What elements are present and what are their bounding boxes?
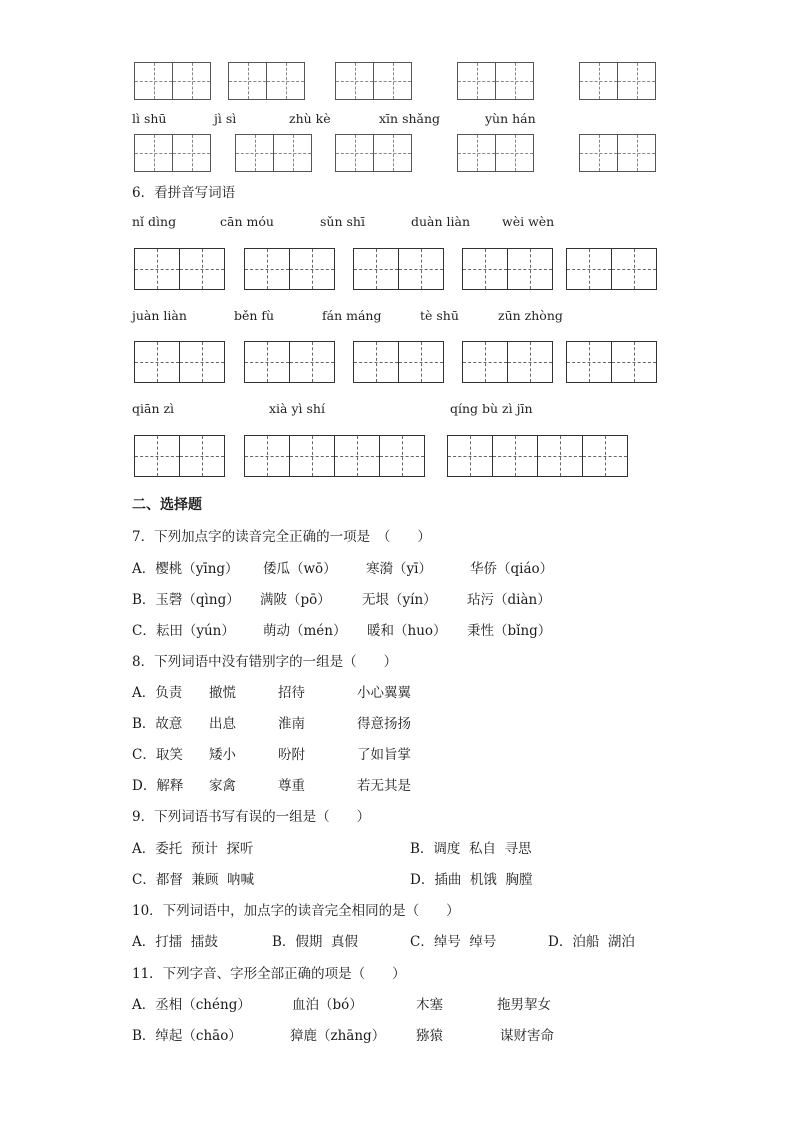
question-11-stem: 11．下列字音、字形全部正确的项是（ ） — [132, 966, 406, 982]
question-8-stem: 8．下列词语中没有错别字的一组是（ ） — [132, 654, 398, 670]
pinyin-label: lì shū — [132, 111, 167, 126]
pinyin-label: yùn hán — [485, 111, 536, 126]
option-item: 木塞 — [416, 997, 443, 1013]
pinyin-label: xīn shǎng — [379, 111, 441, 126]
writing-box[interactable] — [353, 341, 444, 383]
writing-box[interactable] — [235, 134, 312, 172]
q10-option-a[interactable]: A．打擂 擂鼓 — [132, 934, 218, 950]
writing-box[interactable] — [462, 248, 553, 290]
writing-box[interactable] — [457, 62, 534, 100]
pinyin-label: qíng bù zì jīn — [450, 401, 533, 416]
option-item: C．耘田（yún） — [132, 623, 235, 639]
pinyin-label: běn fù — [234, 308, 275, 323]
writing-box[interactable] — [335, 62, 412, 100]
option-item: 撤慌 — [209, 685, 236, 701]
option-item: 淮南 — [278, 716, 305, 732]
option-item: 招待 — [278, 685, 305, 701]
writing-box[interactable] — [244, 248, 335, 290]
writing-box[interactable] — [457, 134, 534, 172]
pinyin-label: juàn liàn — [132, 308, 187, 323]
q10-option-d[interactable]: D．泊船 湖泊 — [548, 934, 635, 950]
writing-box[interactable] — [134, 341, 225, 383]
option-item: 拖男挈女 — [497, 997, 551, 1013]
writing-box[interactable] — [134, 134, 211, 172]
q10-option-c[interactable]: C．绰号 绰号 — [410, 934, 497, 950]
question-10-stem: 10．下列词语中，加点字的读音完全相同的是（ ） — [132, 903, 460, 919]
option-item: A．樱桃（yīng） — [132, 561, 239, 577]
writing-box[interactable] — [335, 134, 412, 172]
section-title: 二、选择题 — [132, 497, 202, 513]
question-7-stem: 7．下列加点字的读音完全正确的一项是 （ ） — [132, 529, 431, 545]
option-item: 秉性（bǐng） — [467, 623, 552, 639]
option-item: 若无其是 — [357, 778, 411, 794]
pinyin-label: jì sì — [214, 111, 237, 126]
writing-box[interactable] — [447, 435, 628, 477]
option-item: 无垠（yín） — [362, 592, 437, 608]
option-item: 出息 — [209, 716, 236, 732]
pinyin-label: sǔn shī — [320, 214, 365, 229]
pinyin-label: wèi wèn — [502, 214, 555, 229]
pinyin-label: xià yì shí — [269, 401, 325, 416]
q9-option-c[interactable]: C．都督 兼顾 呐喊 — [132, 872, 254, 888]
option-item: 了如旨掌 — [357, 747, 411, 763]
option-item: 吩附 — [278, 747, 305, 763]
writing-box[interactable] — [134, 248, 225, 290]
q10-option-b[interactable]: B．假期 真假 — [272, 934, 359, 950]
option-item: 倭瓜（wō） — [263, 561, 337, 577]
writing-box[interactable] — [228, 62, 305, 100]
option-item: 谋财害命 — [500, 1028, 554, 1044]
pinyin-label: zūn zhòng — [498, 308, 563, 323]
writing-box[interactable] — [579, 134, 656, 172]
option-item: 玷污（diàn） — [467, 592, 551, 608]
option-item: 萌动（mén） — [263, 623, 347, 639]
option-item: 尊重 — [278, 778, 305, 794]
pinyin-label: qiān zì — [132, 401, 175, 416]
writing-box[interactable] — [462, 341, 553, 383]
option-item: B．玉磬（qìng） — [132, 592, 240, 608]
option-item: 暖和（huo） — [367, 623, 447, 639]
writing-box[interactable] — [244, 341, 335, 383]
option-item: 寒漪（yī） — [366, 561, 432, 577]
option-item: A．丞相（chéng） — [132, 997, 251, 1013]
option-item: 猕猿 — [416, 1028, 443, 1044]
option-item: 矮小 — [209, 747, 236, 763]
writing-box[interactable] — [566, 248, 657, 290]
option-item: 华侨（qiáo） — [470, 561, 554, 577]
pinyin-label: fán máng — [322, 308, 382, 323]
pinyin-label: zhù kè — [289, 111, 331, 126]
option-item: A．负责 — [132, 685, 183, 701]
pinyin-label: cān móu — [220, 214, 274, 229]
option-item: B．故意 — [132, 716, 183, 732]
writing-box[interactable] — [134, 435, 225, 477]
q9-option-a[interactable]: A．委托 预计 探听 — [132, 841, 254, 857]
option-item: C．取笑 — [132, 747, 183, 763]
writing-box[interactable] — [579, 62, 656, 100]
writing-box[interactable] — [134, 62, 211, 100]
writing-box[interactable] — [353, 248, 444, 290]
option-item: D．解释 — [132, 778, 184, 794]
option-item: 血泊（bó） — [292, 997, 363, 1013]
pinyin-label: nǐ dìng — [132, 214, 177, 229]
option-item: 满陂（pō） — [260, 592, 331, 608]
option-item: 小心翼翼 — [357, 685, 411, 701]
question-6-title: 6．看拼音写词语 — [132, 185, 236, 201]
option-item: 獐鹿（zhāng） — [290, 1028, 386, 1044]
pinyin-label: tè shū — [420, 308, 459, 323]
pinyin-label: duàn liàn — [411, 214, 471, 229]
q9-option-b[interactable]: B．调度 私自 寻思 — [410, 841, 532, 857]
option-item: B．绰起（chāo） — [132, 1028, 242, 1044]
option-item: 家禽 — [209, 778, 236, 794]
option-item: 得意扬扬 — [357, 716, 411, 732]
question-9-stem: 9．下列词语书写有误的一组是（ ） — [132, 809, 371, 825]
q9-option-d[interactable]: D．插曲 机饿 胸膛 — [410, 872, 533, 888]
writing-box[interactable] — [244, 435, 425, 477]
writing-box[interactable] — [566, 341, 657, 383]
